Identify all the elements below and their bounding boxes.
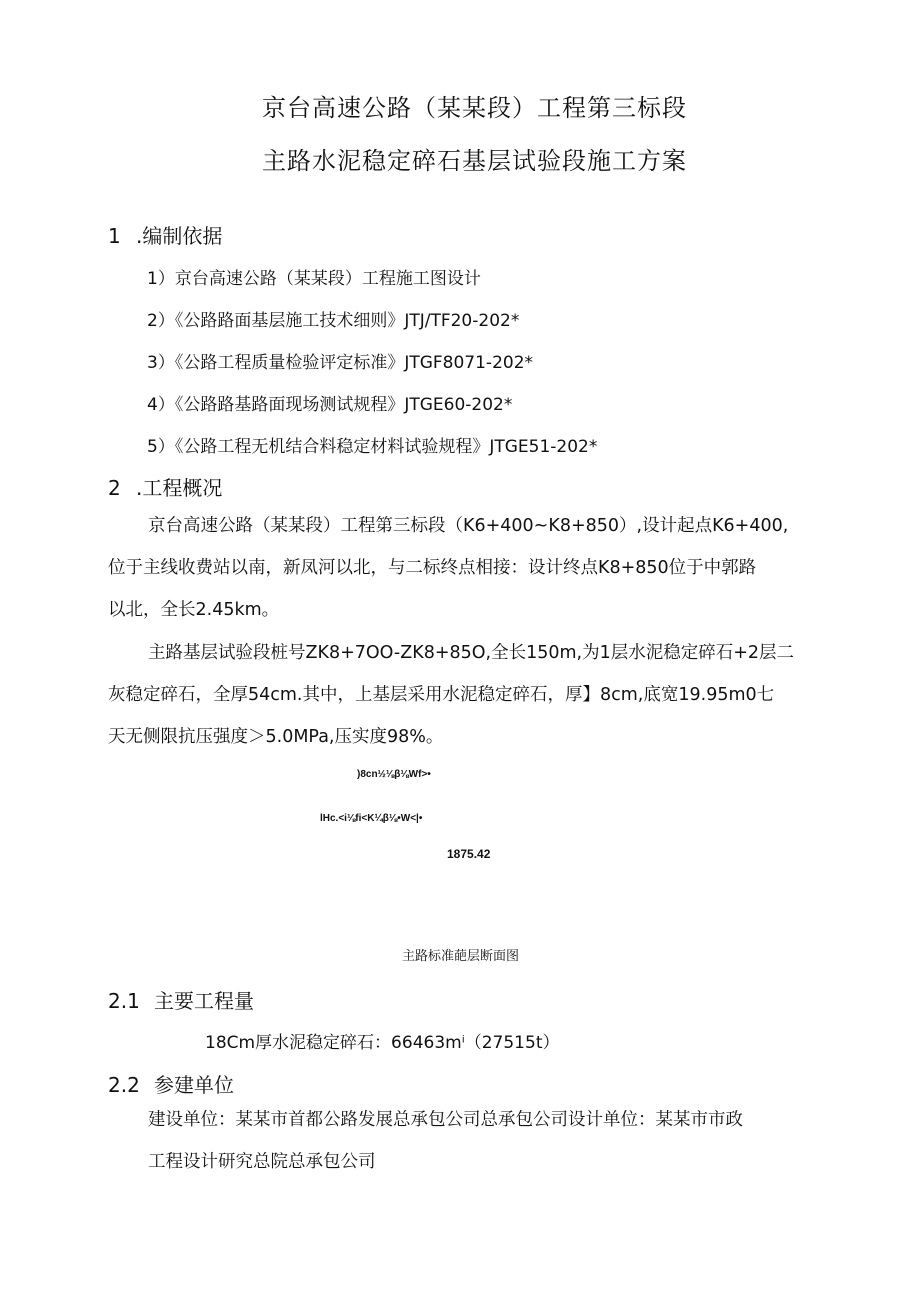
section-2-1-heading [108, 985, 254, 1014]
paragraph-line: 京台高速公路（某某段）工程第三标段（K6+400~K8+850）,设计起点K6+400, [148, 516, 789, 536]
reference-item: 3）《公路工程质量检验评定标准》JTGF8071-202* [147, 353, 534, 373]
figure-caption: 主路标准葩层断面图 [402, 949, 520, 964]
figure-label: lHc.<i⅛fi<K¼β⅛•W<|• [320, 813, 423, 824]
paragraph-line: 以北，全长2.45km。 [108, 600, 280, 620]
section-title: .编制依据 [136, 224, 223, 248]
section-number: 2 [108, 476, 121, 500]
section-title: .工程概况 [136, 476, 223, 500]
section-title: 参建单位 [154, 1073, 234, 1097]
paragraph-line: 灰稳定碎石，全厚54cm.其中，上基层采用水泥稳定碎石，厚】8cm,底宽19.95m0七 [108, 685, 775, 705]
paragraph-line: 工程设计研究总院总承包公司 [148, 1152, 376, 1172]
paragraph-line: 建设单位：某某市首都公路发展总承包公司总承包公司设计单位：某某市市政 [148, 1110, 743, 1130]
reference-item: 1）京台高速公路（某某段）工程施工图设计 [147, 269, 481, 289]
section-number: 2.2 [108, 1073, 140, 1097]
quantity-text: 18Cm厚水泥稳定碎石：66463mⁱ（27515t） [205, 1033, 560, 1053]
paragraph-line: 位于主线收费站以南，新凤河以北，与二标终点相接：设计终点K8+850位于中郭路 [108, 558, 757, 578]
paragraph-line: 主路基层试验段桩号ZK8+7OO-ZK8+85O,全长150m,为1层水泥稳定碎石+2层二 [148, 643, 795, 663]
document-title-line1: 京台高速公路（某某段）工程第三标段 [262, 94, 687, 122]
reference-item: 4）《公路路基路面现场测试规程》JTGE60-202* [147, 395, 513, 415]
section-title: 主要工程量 [154, 989, 254, 1013]
paragraph-line: 天无侧限抗压强度＞5.0MPa,压实度98%。 [108, 727, 444, 747]
section-2-2-heading [108, 1069, 234, 1098]
section-2-heading [108, 472, 222, 501]
document-title-line2: 主路水泥稳定碎石基层试验段施工方案 [262, 147, 687, 175]
figure-label: )8cn½⅛β⅛Wf>• [357, 769, 431, 780]
reference-item: 2）《公路路面基层施工技术细则》JTJ/TF20-202* [147, 311, 520, 331]
section-number: 2.1 [108, 989, 140, 1013]
section-number: 1 [108, 224, 121, 248]
section-1-heading [108, 220, 222, 249]
reference-item: 5）《公路工程无机结合料稳定材料试验规程》JTGE51-202* [147, 437, 598, 457]
figure-dimension-value: 1875.42 [447, 847, 491, 861]
